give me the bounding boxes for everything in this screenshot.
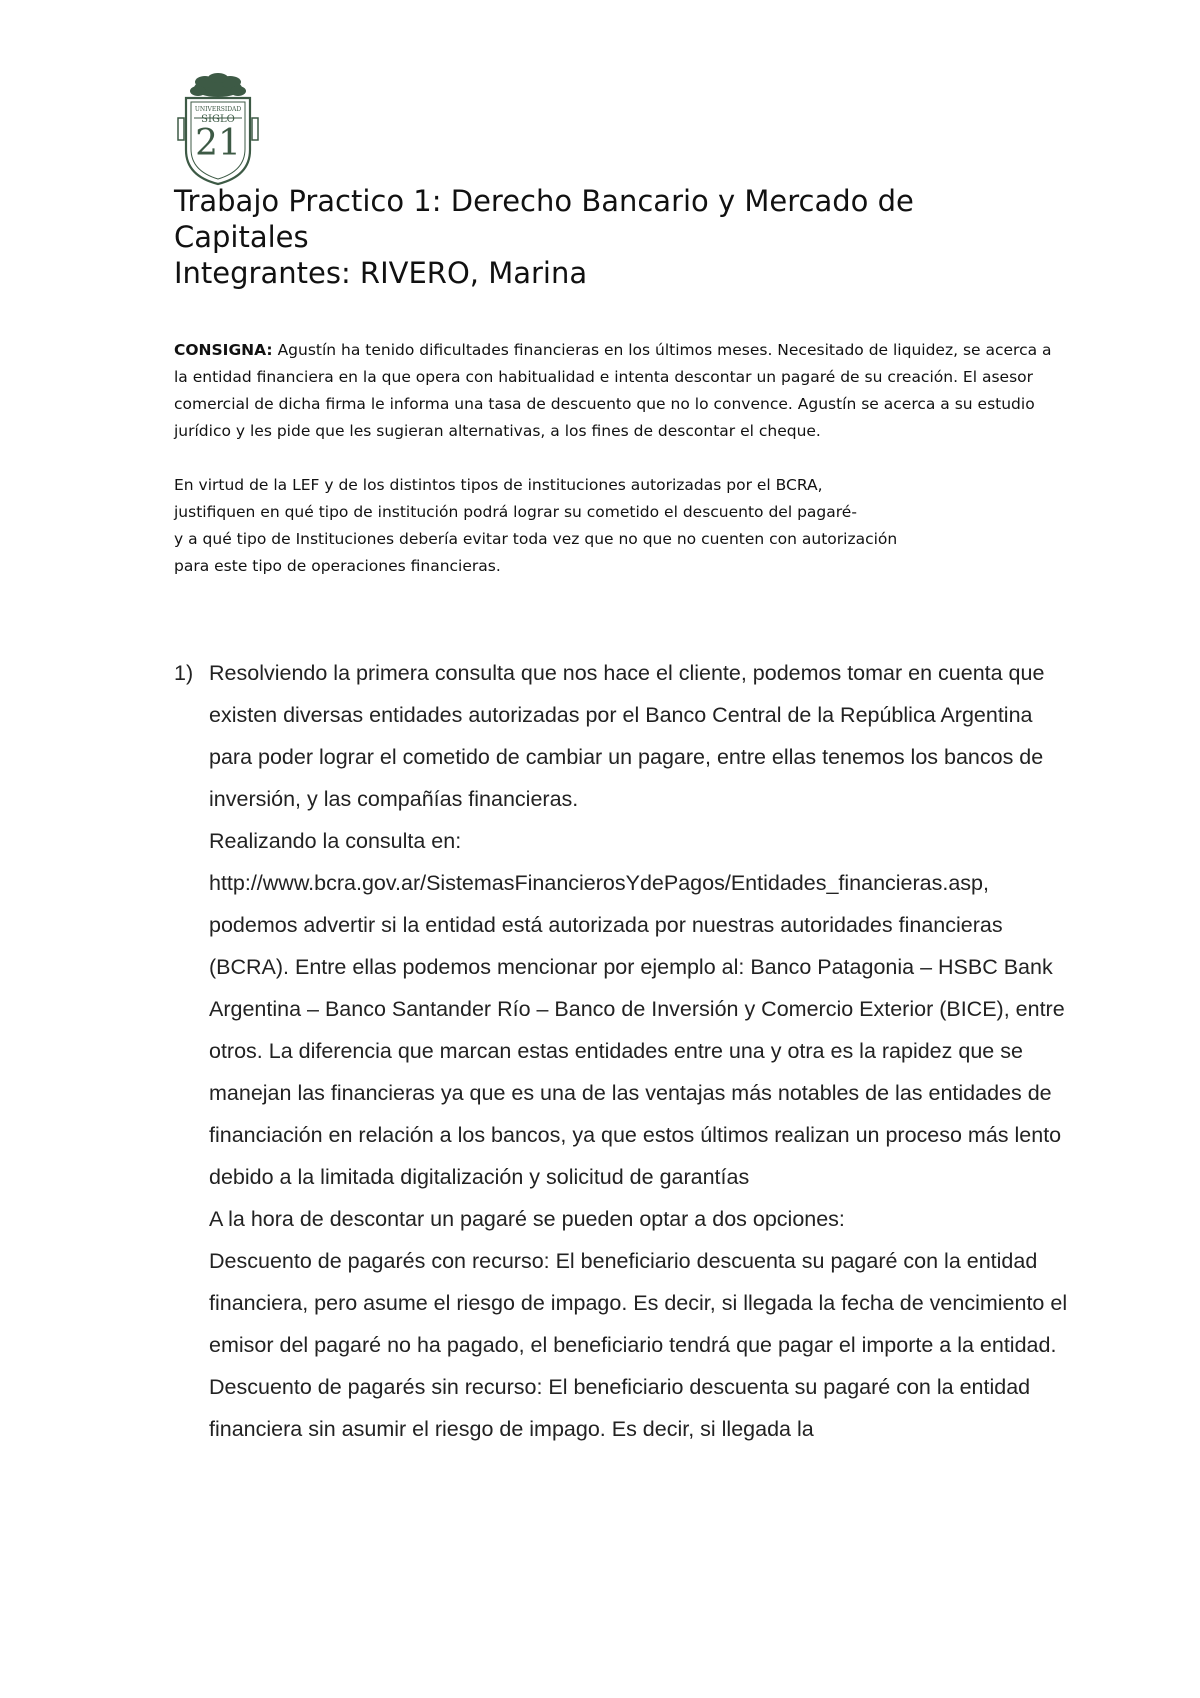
answer-paragraph-3 — [209, 862, 1074, 1198]
consigna-label: CONSIGNA: — [174, 341, 273, 359]
answer-paragraph-6: Descuento de pagarés sin recurso: El beneficiario descuenta su pagaré con la entidad financiera sin asumir el riesgo de impago. Es decir, si llegada la — [209, 1375, 1031, 1441]
title-line-2: Capitales — [174, 220, 309, 254]
consigna-p2-line1: En virtud de la LEF y de los distintos tipos de instituciones autorizadas por el BCRA, — [174, 476, 823, 494]
consigna-paragraph-1 — [174, 337, 1054, 445]
consigna-paragraph-2 — [174, 472, 1054, 580]
bcra-link[interactable]: http://www.bcra.gov.ar/SistemasFinancierosYdePagos/Entidades_financieras.asp — [209, 871, 984, 895]
consigna-section — [174, 337, 1054, 580]
list-number: 1) — [174, 661, 194, 685]
answer-item-1 — [174, 652, 1074, 1450]
answer-paragraph-3-text: , podemos advertir si la entidad está autorizada por nuestras autoridades financieras (BCRA). Entre ellas podemos mencionar por ejemplo al: Banco Patagonia – HSBC Bank Argentina – Banco Santander Río – Banco de Inversión y Comercio Exterior (BICE), entre otros. La diferencia que marcan estas entidades entre una y otra es la rapidez que se manejan las financieras ya que es una de las ventajas más notables de las entidades de financiación en relación a los bancos, ya que estos últimos realizan un proceso más lento debido a la limitada digitalización y solicitud de garantías — [209, 871, 1065, 1189]
university-logo — [172, 72, 264, 187]
consigna-p2-line4: para este tipo de operaciones financieras. — [174, 557, 501, 575]
logo-text-mid: SIGLO — [201, 114, 235, 125]
logo-text-num: 21 — [195, 123, 241, 164]
consigna-p2-line3: y a qué tipo de Instituciones debería evitar toda vez que no que no cuenten con autorización — [174, 530, 898, 548]
answer-paragraph-1: Resolviendo la primera consulta que nos hace el cliente, podemos tomar en cuenta que existen diversas entidades autorizadas por el Banco Central de la República Argentina para poder lograr el cometido de cambiar un pagare, entre ellas tenemos los bancos de inversión, y las compañías financieras. — [209, 661, 1045, 811]
consigna-p2-line2: justifiquen en qué tipo de institución podrá lograr su cometido el descuento del pagaré- — [174, 503, 857, 521]
answer-paragraph-5: Descuento de pagarés con recurso: El beneficiario descuenta su pagaré con la entidad financiera, pero asume el riesgo de impago. Es decir, si llegada la fecha de vencimiento el emisor del pagaré no ha pagado, el beneficiario tendrá que pagar el importe a la entidad. — [209, 1249, 1068, 1357]
title-line-1: Trabajo Practico 1: Derecho Bancario y Mercado de — [174, 184, 914, 218]
title-line-3: Integrantes: RIVERO, Marina — [174, 256, 588, 290]
logo-text-top: UNIVERSIDAD — [194, 106, 242, 113]
consigna-text: Agustín ha tenido dificultades financieras en los últimos meses. Necesitado de liquidez, se acerca a la entidad financiera en la que opera con habitualidad e intenta descontar un pagaré de su creación. El asesor comercial de dicha firma le informa una tasa de descuento que no lo convence. Agustín se acerca a su estudio jurídico y les pide que les sugieran alternativas, a los fines de descontar el cheque. — [174, 341, 1052, 440]
answer-paragraph-4: A la hora de descontar un pagaré se pueden optar a dos opciones: — [209, 1207, 845, 1231]
answer-paragraph-2: Realizando la consulta en: — [209, 829, 462, 853]
document-title — [174, 183, 1074, 291]
answer-body — [209, 652, 1074, 1450]
